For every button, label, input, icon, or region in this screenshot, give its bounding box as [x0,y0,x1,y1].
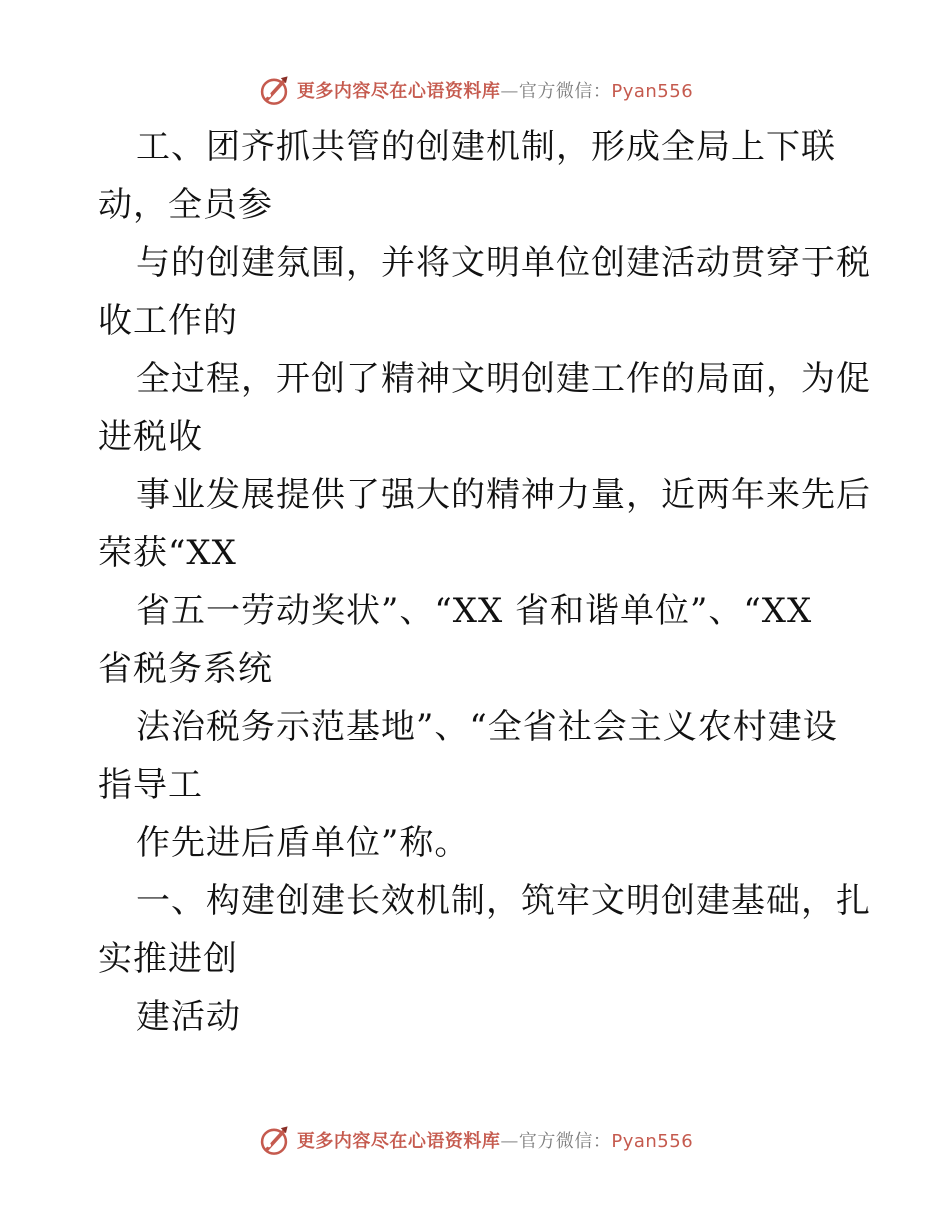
text-line: 全过程，开创了精神文明创建工作的局面，为促 [136,359,871,399]
text-line: 收工作的 [98,301,238,341]
text-line: 法治税务示范基地”、“全省社会主义农村建设 [136,707,838,747]
text-line: 指导工 [98,765,203,805]
text-line: 荣获“XX [98,533,237,573]
text-line: 事业发展提供了强大的精神力量，近两年来先后 [136,475,871,515]
text-line: 工、团齐抓共管的创建机制，形成全局上下联 [136,127,836,167]
footer-watermark-banner [0,1120,950,1160]
text-line: 建活动 [136,997,241,1037]
header-banner-text [297,77,693,103]
quill-pen-logo-icon [257,1123,291,1157]
text-line: 与的创建氛围，并将文明单位创建活动贯穿于税 [136,243,871,283]
banner-site-name: 更多内容尽在心语资料库 [296,1131,501,1152]
quill-pen-logo-icon [257,73,291,107]
text-line: 省五一劳动奖状”、“XX 省和谐单位”、“XX [136,591,813,631]
text-line: 实推进创 [98,939,238,979]
banner-wechat-label: 官方微信： [518,1131,612,1152]
banner-wechat-id: Pyan556 [611,1131,694,1152]
text-line: 一、构建创建长效机制，筑牢文明创建基础，扎 [136,881,871,921]
banner-dash: — [500,1131,519,1152]
text-line: 进税收 [98,417,203,457]
text-line: 省税务系统 [98,649,273,689]
header-watermark-banner [0,70,950,110]
document-body [98,118,871,1046]
header-banner-inner [257,73,693,107]
banner-dash: — [500,81,519,102]
footer-banner-text [297,1127,693,1153]
banner-site-name: 更多内容尽在心语资料库 [296,81,501,102]
text-line: 动，全员参 [98,185,273,225]
footer-banner-inner [257,1123,693,1157]
text-line: 作先进后盾单位”称。 [136,823,470,863]
banner-wechat-label: 官方微信： [518,81,612,102]
banner-wechat-id: Pyan556 [611,81,694,102]
